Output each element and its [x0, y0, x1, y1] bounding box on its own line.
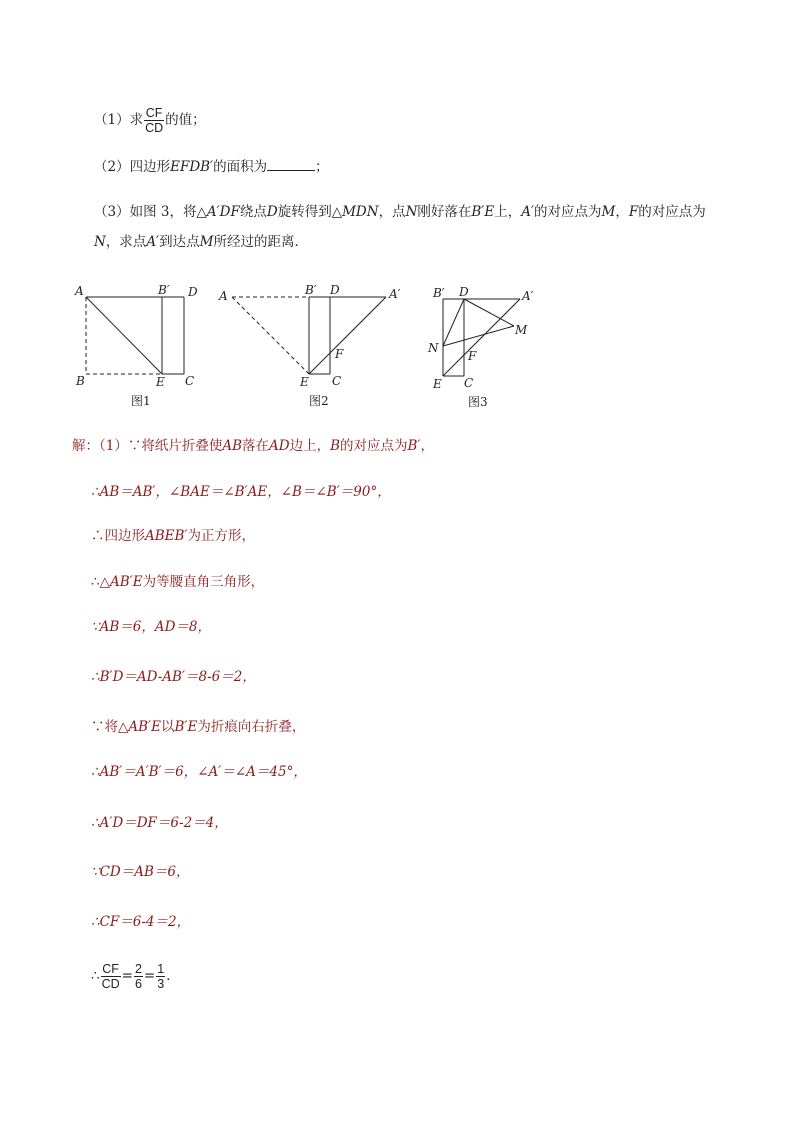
q3-seg: B′E	[471, 204, 495, 220]
sol-text: ∵将△	[91, 719, 129, 735]
fig2-label-d: D	[330, 283, 340, 297]
fig1-label-d: D	[188, 285, 198, 299]
figure-3	[443, 299, 520, 376]
fig3-label-d: D	[459, 285, 469, 299]
sol-var: B′E	[174, 719, 198, 735]
solution-line-1	[72, 436, 434, 456]
fig3-label-b1: B′	[433, 286, 445, 300]
sol-text: 以	[160, 719, 175, 735]
sol-text: 为等腰直角三角形，	[142, 574, 265, 590]
solution-line-7	[91, 717, 305, 737]
sol-var: B′	[407, 438, 421, 454]
q2-shape: EFDB′	[170, 159, 214, 175]
solution-line-2	[91, 482, 391, 502]
sol-expr: ∴CF＝6-4＝2，	[91, 914, 191, 930]
sol-text: 落在	[242, 438, 270, 454]
solution-line-9	[91, 813, 228, 833]
q3-tri2: MDN	[342, 204, 379, 220]
sol-text: 边上，	[289, 438, 331, 454]
sol-end: ．	[166, 968, 180, 984]
fig1-label-c: C	[185, 374, 195, 388]
sol-var: AB	[222, 438, 243, 454]
fig1-label-b: B	[76, 374, 85, 388]
fig3-label-c: C	[464, 376, 474, 390]
sol-text: ∴△	[91, 574, 110, 590]
fig2-label-c: C	[332, 374, 342, 388]
fig3-line-dn	[443, 299, 464, 346]
fig2-label-a1: A′	[389, 287, 401, 301]
solution-line-11	[91, 912, 190, 932]
fig3-label-f: F	[468, 349, 477, 363]
fraction-cf-cd-result	[101, 962, 121, 991]
solution-line-8	[91, 762, 307, 782]
solution-line-5	[91, 617, 211, 637]
sol-expr: ∴A′D＝DF＝6-2＝4，	[91, 815, 228, 831]
sol-expr: ∴B′D＝AD-AB′＝8-6＝2，	[91, 669, 256, 685]
fig2-label-e: E	[300, 375, 309, 389]
fig3-label-m: M	[515, 323, 528, 337]
q3-text: 到达点	[159, 234, 200, 250]
sol-expr: ∵AB＝6，AD＝8，	[91, 619, 212, 635]
sol-therefore: ∴	[91, 968, 100, 984]
sol-text: ，	[420, 438, 435, 454]
fraction-numerator: CF	[102, 962, 119, 976]
fig3-line-nm	[443, 326, 514, 346]
q2-middle: 的面积为	[213, 159, 268, 175]
fraction-2-6	[134, 962, 143, 991]
q3-pt-f: F	[628, 204, 639, 220]
fig1-line-ae	[86, 297, 162, 374]
fig2-label-a: A	[219, 289, 228, 303]
fig3-label-a1: A′	[522, 289, 534, 303]
fraction-denominator: CD	[101, 977, 120, 991]
q3-text: 绕点	[239, 204, 267, 220]
q3-text: 上，	[494, 204, 522, 220]
fig2-line-ea1	[309, 297, 386, 374]
solution-line-10	[91, 862, 190, 882]
sol-expr: ∴AB＝AB′，∠BAE＝∠B′AE，∠B＝∠B′＝90°，	[91, 484, 391, 500]
q3-text: ，求点	[105, 234, 147, 250]
q3-pt-m: M	[601, 204, 616, 220]
sol-var: B	[330, 438, 341, 454]
figure-2	[232, 297, 386, 374]
q3-text: 刚好落在	[417, 204, 472, 220]
fig2-caption: 图2	[309, 394, 329, 408]
q3-pt-d: D	[266, 204, 278, 220]
q3-text: ，点	[378, 204, 406, 220]
solution-line-4	[91, 572, 264, 592]
sol-equals: =	[121, 968, 133, 984]
q3-text: 旋转得到△	[277, 204, 343, 220]
fraction-denominator: 6	[134, 977, 142, 991]
q3-text: 的对应点为	[638, 204, 706, 220]
q3-text: 所经过的距离．	[213, 234, 308, 250]
sol-expr: ∵CD＝AB＝6，	[91, 864, 190, 880]
sol-text: ∴四边形	[91, 528, 145, 544]
q1-suffix: 的值；	[165, 112, 206, 128]
q3-pt-a: A′	[521, 204, 535, 220]
q1-prefix: （1）求	[94, 112, 144, 128]
fig2-label-b1: B′	[305, 283, 317, 297]
sol-text: 解：（1）∵将纸片折叠使	[72, 438, 223, 454]
figure-1	[86, 297, 184, 374]
fig2-dashed-ae	[232, 297, 309, 374]
q3-pt-n: N	[405, 204, 418, 220]
q3-text: （3）如图 3，将△	[94, 204, 207, 220]
solution-line-3	[91, 526, 255, 546]
fig1-caption: 图1	[131, 394, 151, 408]
fig1-label-a: A	[75, 284, 84, 298]
fig3-label-e: E	[433, 377, 442, 391]
q3-text: 的对应点为	[534, 204, 602, 220]
fraction-denominator: CD	[145, 121, 164, 135]
fig1-label-e: E	[156, 375, 165, 389]
sol-var: ABEB′	[145, 528, 188, 544]
fig3-label-n: N	[428, 341, 439, 355]
sol-text: 为折痕向右折叠，	[197, 719, 306, 735]
fig1-label-b1: B′	[158, 283, 170, 297]
q3-tri1: A′DF	[206, 204, 240, 220]
sol-expr: ∴AB′＝A′B′＝6，∠A′＝∠A＝45°，	[91, 764, 307, 780]
sol-equals: =	[143, 968, 156, 984]
fraction-numerator: CF	[145, 106, 163, 120]
q2-suffix: ；	[315, 159, 329, 175]
q3-text: ，	[615, 204, 629, 220]
sol-text: 的对应点为	[340, 438, 408, 454]
sol-var: AB′E	[128, 719, 161, 735]
fig2-label-f: F	[335, 347, 344, 361]
q2-prefix: （2）四边形	[94, 159, 171, 175]
q3-pt-m2: M	[199, 234, 214, 250]
solution-line-12	[91, 962, 180, 991]
sol-text: 为正方形，	[187, 528, 256, 544]
fig3-caption: 图3	[468, 395, 488, 409]
fraction-1-3	[156, 962, 165, 991]
fraction-denominator: 3	[157, 977, 165, 991]
fraction-numerator: 2	[134, 962, 142, 976]
q3-pt-a2: A′	[146, 234, 160, 250]
fig3-line-ea1	[443, 299, 520, 376]
solution-line-6	[91, 667, 256, 687]
sol-var: AB′E	[109, 574, 143, 590]
fraction-numerator: 1	[157, 962, 165, 976]
q3-pt-n2: N	[94, 234, 106, 250]
sol-var: AD	[269, 438, 290, 454]
